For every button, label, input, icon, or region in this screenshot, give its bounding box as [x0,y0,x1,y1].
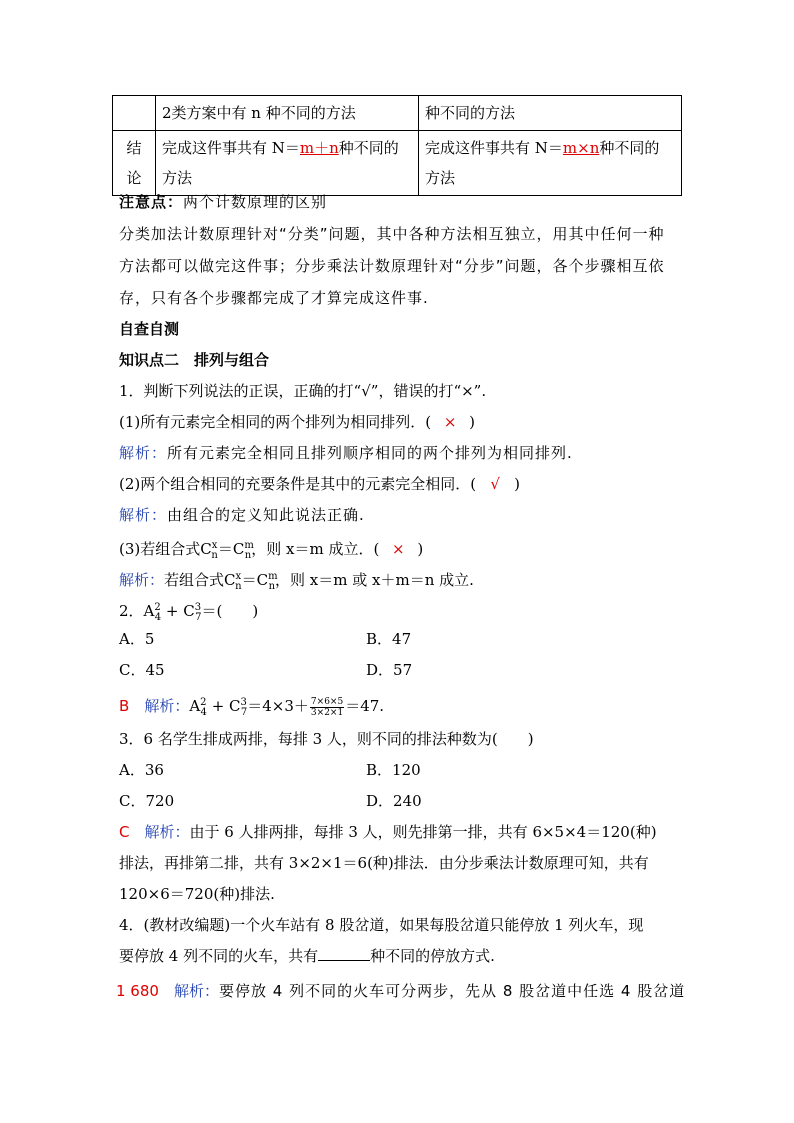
question-4-analysis-line-1 [116,981,685,1001]
note-label: 注意点： [119,193,184,211]
question-2-options-row-1 [119,629,412,649]
question-1-statement-1 [119,412,475,432]
statement-text: (1)所有元素完全相同的两个排列为相同排列．( [119,413,432,431]
option-a: A．5 [119,630,155,648]
table-cell-conclusion-label [113,131,156,196]
answer-mark: √ [490,475,500,493]
combination-formula: $C^x_n=C^m_n$ [200,540,254,561]
section-heading-self-test: 自查自测 [119,320,180,338]
note-paragraph-line: 方法都可以做完这件事；分步乘法计数原理针对“分步”问题，各个步骤相互依 [119,257,665,275]
option-d: D．57 [366,661,413,679]
option-c: C．45 [119,661,165,679]
option-c: C．720 [119,792,175,810]
answer-mark: × [443,413,457,431]
statement-text: ) [417,540,424,558]
permutation-formula: $A^2_4 + C^3_7$ [143,602,202,623]
combination-formula: $C^x_n=C^m_n$ [224,571,278,592]
permutation-formula: $A^2_4 + C^3_7$ [189,697,248,718]
question-1-statement-3 [119,536,423,566]
table-cell-addition [156,131,419,196]
addition-formula: m＋n [299,139,339,157]
answer-mark: × [392,540,405,558]
fraction-denominator: 3×2×1 [310,707,344,718]
analysis-text: 要停放 4 列不同的火车可分两步，先从 8 股岔道中任选 4 股岔道 [218,982,686,1000]
conclusion-char-2: 论 [126,169,142,187]
question-2-stem [119,598,258,628]
table-row [113,131,682,196]
question-1-stem: 1．判断下列说法的正误，正确的打“√”，错误的打“×”. [119,382,487,400]
question-3-options-row-1 [119,760,421,780]
option-d: D．240 [366,792,422,810]
table-cell-multiplication [419,131,682,196]
option-b: B．120 [366,761,421,779]
question-1-analysis-3 [119,567,474,597]
note-title: 两个计数原理的区别 [183,193,328,211]
fraction [310,697,344,718]
answer-letter: C [119,823,130,841]
question-3-analysis-line-1 [119,822,657,842]
analysis-label: 解析： [119,506,168,524]
table-cell: 种不同的方法 [419,96,682,131]
question-1-analysis-1 [119,443,573,463]
analysis-label: 解析： [144,697,190,715]
analysis-label: 解析： [144,823,190,841]
section-heading-topic: 知识点二 排列与组合 [119,351,270,369]
note-heading [119,192,327,212]
option-a: A．36 [119,761,164,779]
analysis-label: 解析： [173,982,219,1000]
multiplication-formula: m×n [562,139,600,157]
analysis-label: 解析： [119,571,165,589]
answer-blank [318,946,370,961]
answer-letter: B [119,697,130,715]
question-1-analysis-2 [119,505,365,525]
fraction-numerator: 7×6×5 [310,696,344,707]
cell-text: 方法 [425,169,456,187]
statement-text: ) [469,413,475,431]
question-text: 种不同的停放方式. [370,947,495,965]
statement-text: ) [514,475,520,493]
note-paragraph-line: 存，只有各个步骤都完成了才算完成这件事. [119,289,429,307]
question-2-options-row-2 [119,660,413,680]
analysis-text: 若组合式 [164,571,225,589]
question-text: 要停放 4 列不同的火车，共有 [119,947,319,965]
analysis-text: ，则 x＝m 或 x＋m＝n 成立. [275,571,474,589]
cell-text: 种不同的 [599,139,660,157]
cell-text: 种不同的 [338,139,399,157]
note-paragraph-line: 分类加法计数原理针对“分类”问题，其中各种方法相互独立，用其中任何一种 [119,225,665,243]
analysis-text: ＝47. [345,697,385,715]
analysis-label: 解析： [119,444,168,462]
cell-text: 完成这件事共有 N＝ [162,139,300,157]
comparison-table [112,95,682,196]
question-3-analysis-line-2: 排法，再排第二排，共有 3×2×1＝6(种)排法．由分步乘法计数原理可知，共有 [119,854,649,872]
answer-value: 1 680 [116,982,159,1000]
statement-text: (3)若组合式 [119,540,201,558]
statement-text: ，则 x＝m 成立．( [251,540,380,558]
question-1-statement-2 [119,474,520,494]
option-b: B．47 [366,630,412,648]
question-3-stem: 3．6 名学生排成两排，每排 3 人，则不同的排法种数为( ) [119,730,534,748]
analysis-text: 所有元素完全相同且排列顺序相同的两个排列为相同排列. [167,444,573,462]
table-row [113,96,682,131]
question-number: 2． [119,602,144,620]
question-4-stem-line-1: 4．(教材改编题)一个火车站有 8 股岔道，如果每股岔道只能停放 1 列火车，现 [119,916,644,934]
statement-text: (2)两个组合相同的充要条件是其中的元素完全相同．( [119,475,477,493]
question-3-analysis-line-3: 120×6＝720(种)排法. [119,885,275,903]
conclusion-char-1: 结 [126,139,142,157]
analysis-text: ＝4×3＋ [247,697,309,715]
question-3-options-row-2 [119,791,422,811]
question-2-answer [119,693,384,723]
analysis-text: 由于 6 人排两排，每排 3 人，则先排第一排，共有 6×5×4＝120(种) [189,823,657,841]
cell-text: 方法 [162,169,193,187]
table-cell [113,96,156,131]
cell-text: 完成这件事共有 N＝ [425,139,563,157]
question-4-stem-line-2 [119,946,495,966]
question-text: ＝( ) [201,602,259,620]
analysis-text: 由组合的定义知此说法正确. [167,506,365,524]
table-cell: 2类方案中有 n 种不同的方法 [156,96,419,131]
